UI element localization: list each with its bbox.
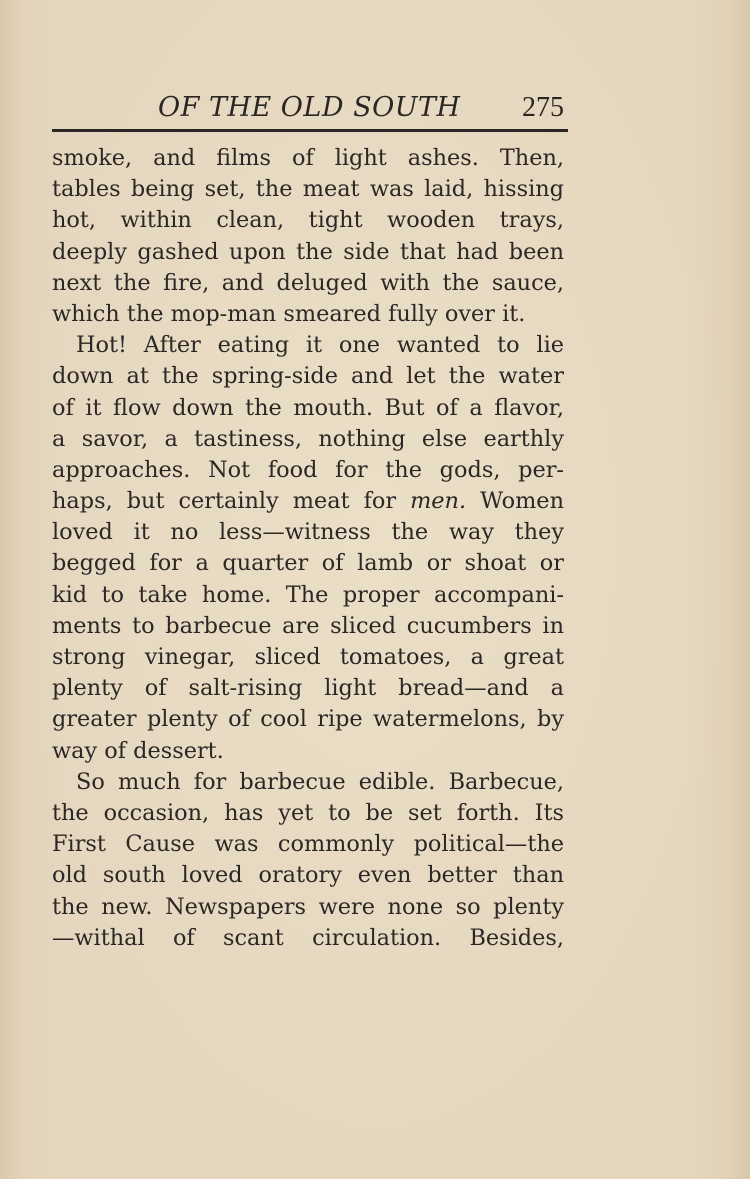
header-rule — [52, 129, 568, 132]
text-line: —withal of scant circulation. Besides, — [52, 924, 564, 951]
text-line: approaches. Not food for the gods, per- — [52, 456, 564, 483]
text-line: old south loved oratory even better than — [52, 862, 564, 889]
text-line: a savor, a tastiness, nothing else earthly — [52, 425, 564, 452]
text-line: the occasion, has yet to be set forth. Its — [52, 799, 564, 826]
text-line: plenty of salt-rising light bread—and a — [52, 675, 564, 702]
text-line: So much for barbecue edible. Barbecue, — [76, 768, 564, 795]
text-line: begged for a quarter of lamb or shoat or — [52, 550, 564, 577]
italic-word: men. — [410, 488, 467, 515]
text-line: which the mop-man smeared fully over it. — [52, 300, 526, 327]
text-line: Hot! After eating it one wanted to lie — [76, 332, 564, 359]
text-line: loved it no less—witness the way they — [52, 519, 564, 546]
text-line: strong vinegar, sliced tomatoes, a great — [52, 644, 564, 670]
text-line: First Cause was commonly political—the — [52, 831, 564, 858]
text-line: the new. Newspapers were none so plenty — [52, 893, 564, 920]
text-line: way of dessert. — [52, 737, 224, 764]
text-line: kid to take home. The proper accompani- — [52, 581, 564, 608]
body-text — [52, 143, 564, 954]
text-line: hot, within clean, tight wooden trays, — [52, 207, 564, 234]
text-segment: Women — [466, 488, 564, 515]
text-line: ments to barbecue are sliced cucumbers in — [52, 612, 564, 639]
text-line: next the fire, and deluged with the sauce, — [52, 269, 564, 296]
text-line: greater plenty of cool ripe watermelons, by — [52, 706, 564, 733]
text-line-mixed — [52, 486, 564, 517]
running-title: OF THE OLD SOUTH — [158, 92, 461, 123]
text-segment: haps, but certainly meat for — [52, 488, 411, 515]
running-header — [52, 88, 566, 128]
text-line: deeply gashed upon the side that had been — [52, 238, 564, 265]
text-line: of it flow down the mouth. But of a flavor, — [52, 394, 564, 421]
text-line: down at the spring-side and let the water — [52, 363, 564, 390]
text-line: smoke, and films of light ashes. Then, — [52, 145, 564, 171]
text-line: tables being set, the meat was laid, hissing — [52, 176, 564, 203]
page-number: 275 — [522, 92, 564, 123]
